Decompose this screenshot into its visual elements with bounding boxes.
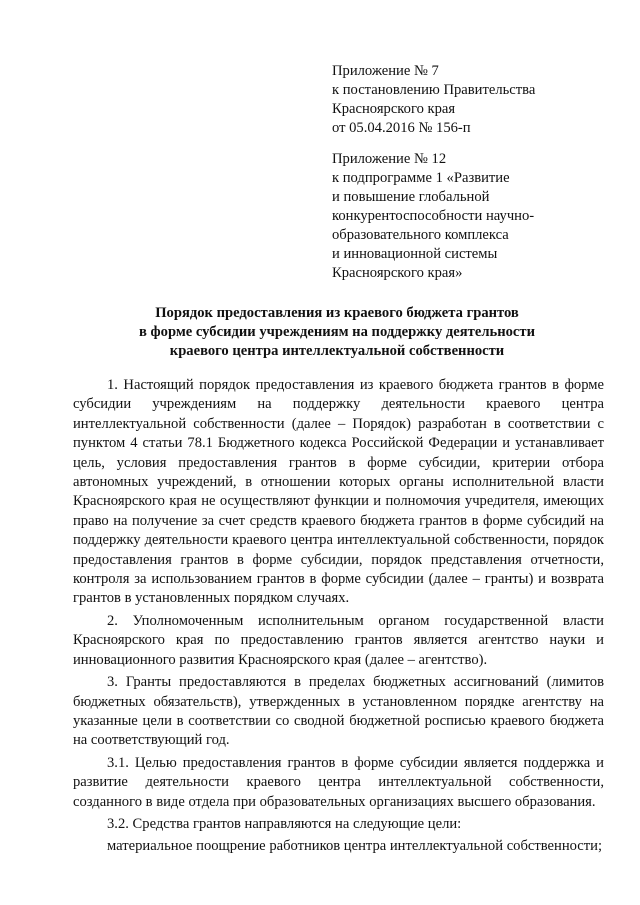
document-title — [70, 304, 604, 361]
paragraph-3: 3. Гранты предоставляются в пределах бюджетных ассигнований (лимитов бюджетных обязательств), утвержденных в установленном порядке агентству на указанные цели в соответствии со сводной бюджетной росписью краевого бюджета на соответствующий год. — [73, 674, 604, 749]
document-body — [73, 376, 604, 857]
paragraph-3-2-item: материальное поощрение работников центра интеллектуальной собственности; — [107, 838, 603, 855]
paragraph-2: 2. Уполномоченным исполнительным органом государственной власти Красноярского края по предоставлению грантов является агентство науки и инновационного развития Красноярского края (далее – агентство). — [73, 612, 604, 668]
title-line: краевого центра интеллектуальной собственности — [169, 343, 505, 359]
annex-line: образовательного комплекса — [332, 227, 509, 243]
annex-line: к постановлению Правительства — [332, 82, 536, 98]
paragraph-3-1: 3.1. Целью предоставления грантов в форме субсидии является поддержка и развитие деятельности краевого центра интеллектуальной собственности, созданного в виде отдела при образовательных организациях высшего образования. — [73, 754, 604, 810]
annex-line: и повышение глобальной — [332, 189, 490, 205]
title-line: в форме субсидии учреждениям на поддержку деятельности — [139, 324, 535, 340]
annex-line: Приложение № 7 — [332, 63, 439, 79]
annex-line: и инновационной системы — [332, 246, 498, 262]
annex-line: Красноярского края» — [332, 265, 463, 281]
annex-line: к подпрограмме 1 «Развитие — [332, 170, 510, 186]
paragraph-3-2: 3.2. Средства грантов направляются на следующие цели: — [107, 815, 462, 832]
annex-12-header — [332, 150, 534, 283]
annex-7-header — [332, 62, 535, 138]
annex-line: Приложение № 12 — [332, 151, 447, 167]
title-line: Порядок предоставления из краевого бюджета грантов — [155, 305, 519, 321]
annex-line: конкурентоспособности научно- — [332, 208, 535, 224]
paragraph-1: 1. Настоящий порядок предоставления из краевого бюджета грантов в форме субсидии учреждениям на поддержку деятельности краевого центра интеллектуальной собственности (далее – Порядок) разработан в соответствии с пунктом 4 статьи 78.1 Бюджетного кодекса Российской Федерации и устанавливает цель, условия предоставления грантов в форме субсидии, критерии отбора автономных учреждений, в отношении которых органы исполнительной власти Красноярского края не осуществляют функции и полномочия учредителя, имеющих право на получение за счет средств краевого бюджета грантов в форме субсидий на поддержку деятельности краевого центра интеллектуальной собственности, порядок предоставления грантов в форме субсидии, порядок представления отчетности, контроля за использованием грантов в форме субсидии (далее – гранты) и возврата грантов в установленных порядком случаях. — [73, 377, 604, 607]
annex-line: от 05.04.2016 № 156-п — [332, 120, 471, 136]
annex-line: Красноярского края — [332, 101, 456, 117]
